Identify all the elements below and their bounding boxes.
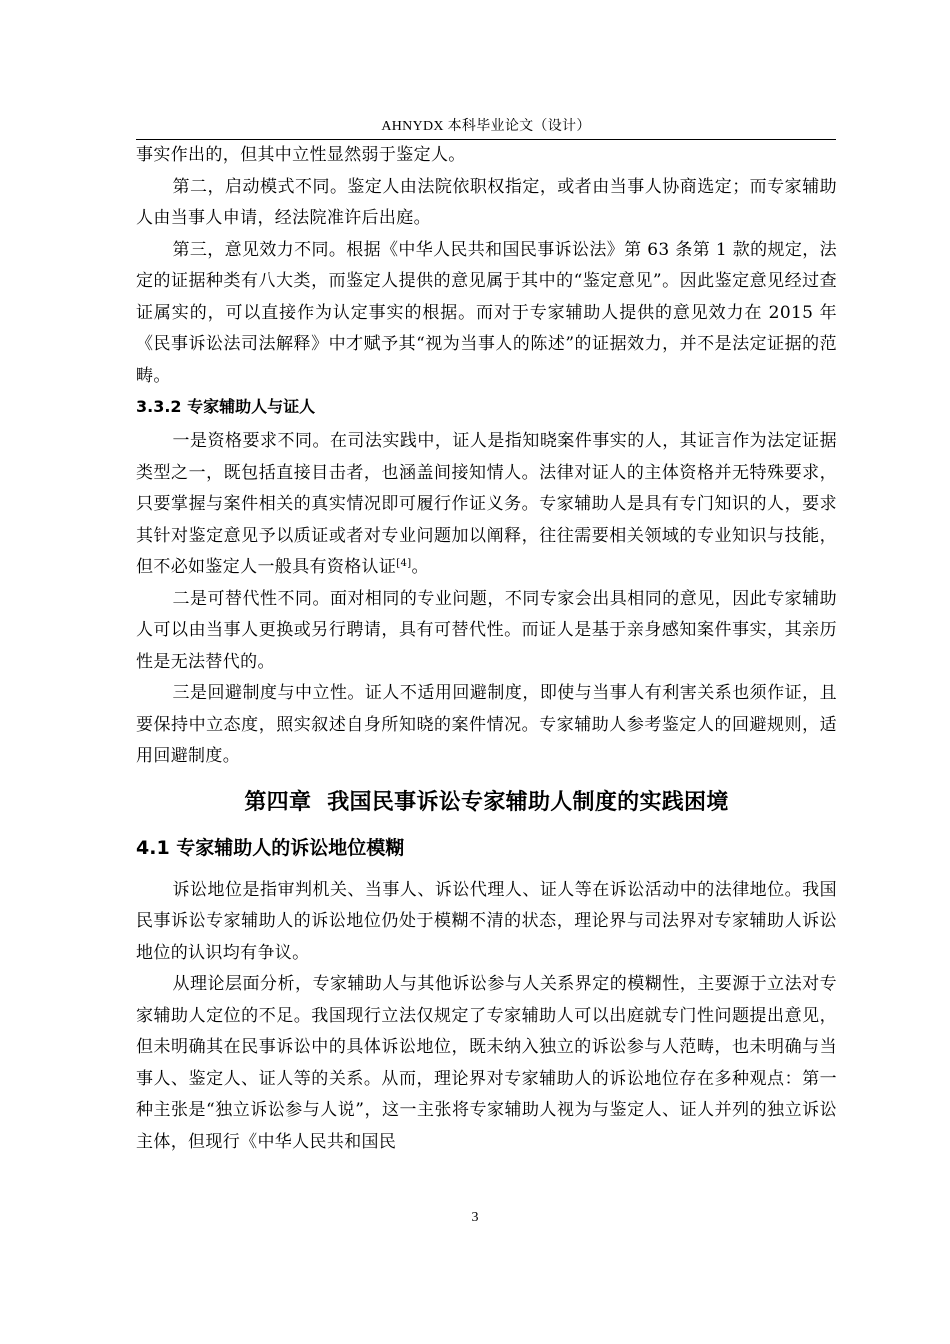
paragraph: 事实作出的，但其中立性显然弱于鉴定人。 bbox=[136, 145, 466, 165]
running-header: AHNYDX 本科毕业论文（设计） bbox=[381, 119, 591, 134]
paragraph: 三是回避制度与中立性。证人不适用回避制度，即使与当事人有利害关系也须作证，且要保持中立态度，照实叙述自身所知晓的案件情况。专家辅助人参考鉴定人的回避规则，适用回避制度。 bbox=[136, 683, 837, 766]
paragraph-text: 一是资格要求不同。在司法实践中，证人是指知晓案件事实的人，其证言作为法定证据类型之一，既包括直接目击者，也涵盖间接知情人。法律对证人的主体资格并无特殊要求，只要掌握与案件相关的真实情况即可履行作证义务。专家辅助人是具有专门知识的人，要求其针对鉴定意见予以质证或者对专业问题加以阐释，往往需要相关领域的专业知识与技能，但不必如鉴定人一般具有资格认证 bbox=[136, 431, 837, 577]
paragraph-end: 。 bbox=[411, 557, 429, 577]
section-heading-3-3-2: 3.3.2 专家辅助人与证人 bbox=[136, 397, 316, 416]
section-heading-4-1: 4.1 专家辅助人的诉讼地位模糊 bbox=[136, 836, 405, 859]
chapter-number: 第四章 bbox=[244, 789, 312, 815]
paragraph: 二是可替代性不同。面对相同的专业问题，不同专家会出具相同的意见，因此专家辅助人可以由当事人更换或另行聘请，具有可替代性。而证人是基于亲身感知案件事实，其亲历性是无法替代的。 bbox=[136, 588, 837, 672]
paragraph: 第二，启动模式不同。鉴定人由法院依职权指定，或者由当事人协商选定；而专家辅助人由当事人申请，经法院准许后出庭。 bbox=[136, 176, 837, 228]
paragraph: 从理论层面分析，专家辅助人与其他诉讼参与人关系界定的模糊性，主要源于立法对专家辅助人定位的不足。我国现行立法仅规定了专家辅助人可以出庭就专门性问题提出意见，但未明确其在民事诉讼中的具体诉讼地位，既未纳入独立的诉讼参与人范畴，也未明确与当事人、鉴定人、证人等的关系。从而，理论界对专家辅助人的诉讼地位存在多种观点：第一种主张是“独立诉讼参与人说”，这一主张将专家辅助人视为与鉴定人、证人并列的独立诉讼主体，但现行《中华人民共和国民 bbox=[136, 974, 837, 1152]
paragraph: 第三，意见效力不同。根据《中华人民共和国民事诉讼法》第 63 条第 1 款的规定，法定的证据种类有八大类，而鉴定人提供的意见属于其中的“鉴定意见”。因此鉴定意见经过查证属实的，可以直接作为认定事实的根据。而对于专家辅助人提供的意见效力在 2015 年《民事诉讼法司法解释》中才赋予其“视为当事人的陈述”的证据效力，并不是法定证据的范畴。 bbox=[136, 239, 837, 386]
chapter-heading bbox=[136, 773, 837, 829]
page-number: 3 bbox=[471, 1210, 479, 1225]
page-body bbox=[136, 140, 837, 1158]
chapter-title: 我国民事诉讼专家辅助人制度的实践困境 bbox=[327, 789, 729, 815]
paragraph bbox=[136, 426, 837, 584]
paragraph: 诉讼地位是指审判机关、当事人、诉讼代理人、证人等在诉讼活动中的法律地位。我国民事诉讼专家辅助人的诉讼地位仍处于模糊不清的状态，理论界与司法界对专家辅助人诉讼地位的认识均有争议。 bbox=[136, 879, 837, 963]
citation-ref[interactable]: [4] bbox=[396, 558, 412, 569]
